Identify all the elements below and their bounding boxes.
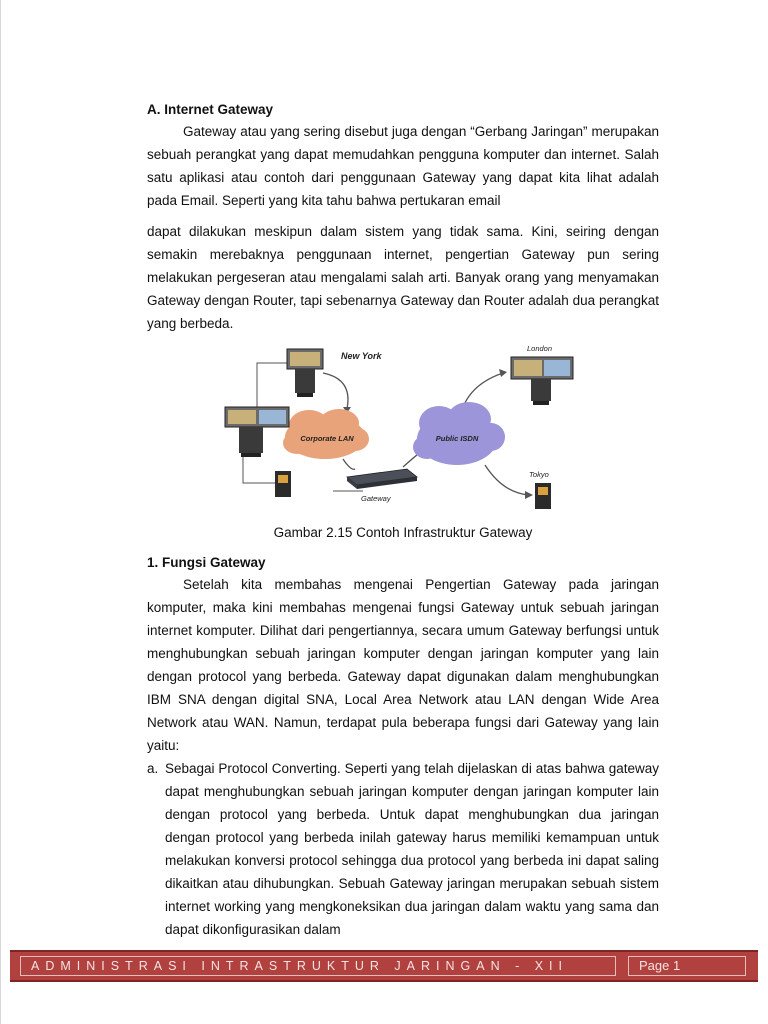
arrow-curve — [343, 459, 355, 469]
list-item-text: Sebagai Protocol Converting. Seperti yang telah dijelaskan di atas bahwa gateway dapat menghubungkan sebuah jaringan komputer dengan jaringan komputer lain dengan protocol yang berbeda. Untuk dapat menghubungkan dua jaringan dengan protocol yang berbeda inilah gateway harus memiliki kemampuan untuk melakukan konversi protocol sehingga dua protocol yang berbeda ini dapat saling dikaitkan atau dihubungkan. Sebuah Gateway jaringan merupakan sebuah sistem internet working yang mengkoneksikan dua jaringan dalam waktu yang sama dan dapat dikonfigurasikan dalam — [165, 761, 659, 937]
new-york-label: New York — [341, 351, 382, 361]
section-heading: A. Internet Gateway — [147, 102, 274, 117]
document-body — [147, 100, 659, 941]
tokyo-label: Tokyo — [529, 470, 549, 479]
footer-page-number: Page 1 — [628, 956, 746, 976]
link-line — [257, 363, 289, 365]
new-york-station — [287, 349, 323, 397]
arrow-curve — [485, 465, 529, 495]
corporate-lan-label: Corporate LAN — [300, 434, 354, 443]
arrow-curve — [323, 373, 348, 409]
list-item — [147, 757, 659, 941]
public-isdn-label: Public ISDN — [435, 434, 479, 443]
london-label: London — [527, 344, 553, 353]
list-marker: a. — [147, 761, 159, 776]
tokyo-device — [535, 483, 551, 509]
gateway-infrastructure-figure — [223, 343, 579, 511]
arrow-head — [525, 491, 533, 499]
gateway-diagram — [223, 343, 579, 511]
gateway-label: Gateway — [361, 494, 391, 503]
footer-title: ADMINISTRASI INTRASTRUKTUR JARINGAN - XII — [20, 956, 616, 976]
subsection-heading: 1. Fungsi Gateway — [147, 555, 266, 570]
left-station — [225, 407, 289, 457]
paragraph-fungsi: Setelah kita membahas mengenai Pengertian Gateway pada jaringan komputer, maka kini membahas mengenai fungsi Gateway untuk sebuah jaringan internet komputer. Dilihat dari pengertiannya, secara umum Gateway berfungsi untuk menghubungkan sebuah jaringan komputer dengan jaringan komputer yang lain dengan protocol yang berbeda. Gateway dapat digunakan dalam menghubungkan IBM SNA dengan digital SNA, Local Area Network atau LAN dengan Wide Area Network atau WAN. Namun, terdapat pula beberapa fungsi dari Gateway yang lain yaitu: — [147, 577, 659, 753]
page-edge — [0, 0, 1, 1024]
terminal-device — [275, 471, 291, 497]
page-footer — [10, 950, 758, 982]
paragraph-intro: Gateway atau yang sering disebut juga dengan “Gerbang Jaringan” merupakan sebuah perangkat yang dapat memudahkan pengguna komputer dan internet. Salah satu aplikasi atau contoh dari penggunaan Gateway yang dapat kita lihat adalah pada Email. Seperti yang kita tahu bahwa pertukaran email — [147, 124, 659, 208]
arrow-head — [499, 369, 507, 377]
london-station — [511, 357, 573, 405]
gateway-device — [347, 469, 417, 489]
figure-caption: Gambar 2.15 Contoh Infrastruktur Gateway — [273, 525, 533, 540]
arrow-curve — [463, 373, 503, 407]
paragraph-intro-continued: dapat dilakukan meskipun dalam sistem yang tidak sama. Kini, seiring dengan semakin merebaknya penggunaan internet, pengertian Gateway pun sering melakukan pergeseran atau mengalami salah arti. Banyak orang yang menyamakan Gateway dengan Router, tapi sebenarnya Gateway dan Router adalah dua perangkat yang berbeda. — [147, 224, 659, 331]
